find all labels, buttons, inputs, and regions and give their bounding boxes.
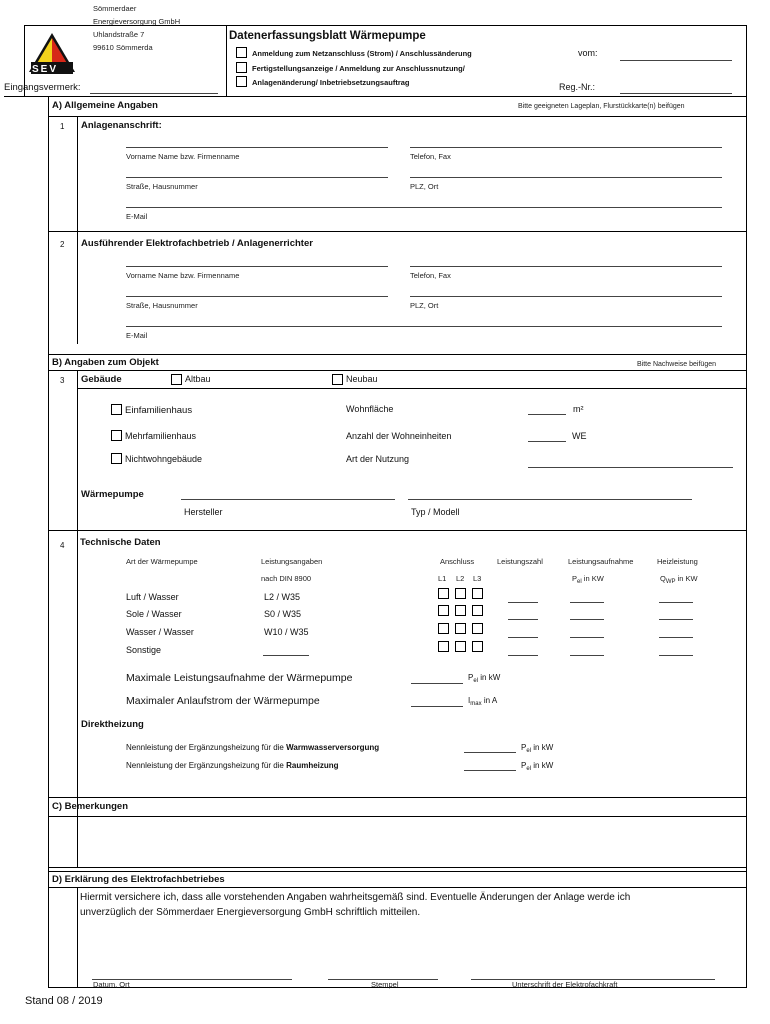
direct-unit: in kW <box>533 743 554 752</box>
installer-email-field[interactable] <box>126 326 722 327</box>
remarks-area[interactable] <box>78 817 746 867</box>
col-connection: Anschluss <box>440 557 475 566</box>
direct-heating-title: Direktheizung <box>81 719 144 730</box>
email-label: E-Mail <box>126 212 148 221</box>
installer-street-field[interactable] <box>126 296 388 297</box>
option-label: Anmeldung zum Netzanschluss (Strom) / Anschlussänderung <box>252 49 472 58</box>
l3-checkbox[interactable] <box>472 623 483 634</box>
logo-text: SEV <box>32 64 59 75</box>
l3-checkbox[interactable] <box>472 641 483 652</box>
direct-ww-label <box>126 742 379 753</box>
frame-left <box>24 25 25 96</box>
phone-label: Telefon, Fax <box>410 152 451 161</box>
usage-label: Art der Nutzung <box>346 454 410 464</box>
section-d-title: D) Erklärung des Elektrofachbetriebes <box>52 874 225 885</box>
company-line: Energieversorgung GmbH <box>93 17 181 26</box>
area-label: Wohnfläche <box>346 404 394 414</box>
signature-label: Unterschrift der Elektrofachkraft <box>512 980 618 989</box>
direct-subscript: el <box>526 748 532 754</box>
zip-field[interactable] <box>410 177 722 178</box>
name-label: Vorname Name bzw. Firmenname <box>126 152 240 161</box>
heat-field[interactable] <box>659 602 693 603</box>
intake-unit: in KW <box>583 574 604 583</box>
direct-heat-label <box>126 760 339 771</box>
intake-field[interactable] <box>570 619 604 620</box>
intake-label: Eingangsvermerk: <box>4 82 81 93</box>
option-checkbox-modification[interactable] <box>236 76 247 87</box>
manufacturer-field[interactable] <box>181 499 395 500</box>
house-type-label: Nichtwohngebäude <box>125 454 203 464</box>
units-label: Anzahl der Wohneinheiten <box>346 431 452 441</box>
row-number: 1 <box>60 122 65 131</box>
company-line: 99610 Sömmerda <box>93 43 153 52</box>
max-current-label: Maximaler Anlaufstrom der Wärmepumpe <box>126 695 320 707</box>
usage-field[interactable] <box>528 467 733 468</box>
heat-field[interactable] <box>659 619 693 620</box>
street-label: Straße, Hausnummer <box>126 301 198 310</box>
col-power-sub: nach DIN 8900 <box>261 574 312 583</box>
option-label: Anlagenänderung/ Inbetriebsetzungsauftrag <box>252 78 410 87</box>
max-power-field[interactable] <box>411 683 463 684</box>
direct-ww-text: Nennleistung der Ergänzungsheizung für die <box>126 743 287 752</box>
direct-ww-unit <box>521 742 553 755</box>
zip-label: PLZ, Ort <box>410 301 439 310</box>
statement-line: Hiermit versichere ich, dass alle vorstehenden Angaben wahrheitsgemäß sind. Eventuelle Änderungen der Anlage werde ich <box>80 892 631 903</box>
l1-checkbox[interactable] <box>438 605 449 616</box>
installer-zip-field[interactable] <box>410 296 722 297</box>
version-label: Stand 08 / 2019 <box>25 995 103 1007</box>
phase-l2: L2 <box>456 574 465 583</box>
section-b-hint: Bitte Nachweise beifügen <box>637 361 716 368</box>
stamp-label: Stempel <box>371 980 399 989</box>
l1-checkbox[interactable] <box>438 588 449 599</box>
name-field[interactable] <box>126 147 388 148</box>
frame-inner-left <box>48 96 49 988</box>
heat-symbol: Q <box>660 574 666 583</box>
phase-l3: L3 <box>473 574 482 583</box>
single-family-checkbox[interactable] <box>111 404 122 415</box>
area-field[interactable] <box>528 414 566 415</box>
current-symbol: I <box>468 696 471 705</box>
row-number: 2 <box>60 240 65 249</box>
street-field[interactable] <box>126 177 388 178</box>
pump-type-name: Sonstige <box>126 645 162 655</box>
model-field[interactable] <box>408 499 692 500</box>
section-b-title: B) Angaben zum Objekt <box>52 357 159 368</box>
company-line: Uhlandstraße 7 <box>93 30 145 39</box>
email-field[interactable] <box>126 207 722 208</box>
date-field[interactable] <box>620 60 732 61</box>
form-title: Datenerfassungsblatt Wärmepumpe <box>229 30 426 42</box>
intake-field[interactable] <box>90 93 218 94</box>
max-current-field[interactable] <box>411 706 463 707</box>
direct-symbol: P <box>521 761 527 770</box>
power-symbol: P <box>468 673 474 682</box>
intake-field[interactable] <box>570 602 604 603</box>
row-number: 3 <box>60 376 65 385</box>
reg-number-field[interactable] <box>620 93 732 94</box>
phase-l1: L1 <box>438 574 447 583</box>
units-unit: WE <box>572 431 587 441</box>
cop-field[interactable] <box>508 619 538 620</box>
neubau-label: Neubau <box>346 374 378 384</box>
name-label: Vorname Name bzw. Firmenname <box>126 271 240 280</box>
row-line <box>78 388 747 389</box>
max-power-unit <box>468 672 500 685</box>
direct-ww-field[interactable] <box>464 752 516 753</box>
pump-type-name: Sole / Wasser <box>126 609 182 619</box>
pump-type-name: Wasser / Wasser <box>126 627 194 637</box>
l3-checkbox[interactable] <box>472 605 483 616</box>
option-checkbox-grid-connection[interactable] <box>236 47 247 58</box>
l1-checkbox[interactable] <box>438 641 449 652</box>
heat-field[interactable] <box>659 655 693 656</box>
building-label: Gebäude <box>81 374 122 385</box>
col-type: Art der Wärmepumpe <box>126 557 198 566</box>
section-a-title: A) Allgemeine Angaben <box>52 100 158 111</box>
col-intake: Leistungsaufnahme <box>568 557 634 566</box>
option-label: Fertigstellungsanzeige / Anmeldung zur Anschlussnutzung/ <box>252 64 465 73</box>
intake-field[interactable] <box>570 637 604 638</box>
pump-type-spec: S0 / W35 <box>264 609 302 619</box>
neubau-checkbox[interactable] <box>332 374 343 385</box>
heat-unit: in KW <box>677 574 698 583</box>
frame-right <box>746 25 747 988</box>
direct-heat-bold: Raumheizung <box>286 761 339 770</box>
altbau-checkbox[interactable] <box>171 374 182 385</box>
frame-line <box>4 96 747 97</box>
company-line: Sömmerdaer <box>93 4 137 13</box>
pump-type-spec: L2 / W35 <box>264 592 301 602</box>
section-a-hint: Bitte geeigneten Lageplan, Flurstückkarte(n) beifügen <box>518 103 685 110</box>
other-spec-field[interactable] <box>263 655 309 656</box>
date-label: vom: <box>578 48 598 58</box>
power-subscript: el <box>473 678 479 684</box>
pump-type-spec: W10 / W35 <box>264 627 309 637</box>
section-line <box>48 354 747 355</box>
row-line <box>48 231 747 232</box>
tech-title: Technische Daten <box>80 537 161 548</box>
area-unit: m² <box>573 404 584 414</box>
row-title: Anlagenanschrift: <box>81 120 162 131</box>
statement-line: unverzüglich der Sömmerdaer Energieversorgung GmbH schriftlich mitteilen. <box>80 907 421 918</box>
l2-checkbox[interactable] <box>455 588 466 599</box>
option-checkbox-completion[interactable] <box>236 62 247 73</box>
col-intake-unit <box>572 573 604 586</box>
num-col-divider <box>77 371 78 867</box>
l2-checkbox[interactable] <box>455 623 466 634</box>
power-unit: in kW <box>480 673 501 682</box>
row-title: Ausführender Elektrofachbetrieb / Anlagenerrichter <box>81 238 313 249</box>
installer-phone-field[interactable] <box>410 266 722 267</box>
col-heat: Heizleistung <box>657 557 698 566</box>
col-heat-unit <box>660 573 698 586</box>
num-col-divider <box>77 888 78 988</box>
altbau-label: Altbau <box>185 374 211 384</box>
section-line <box>48 370 747 371</box>
section-line <box>48 887 747 888</box>
units-field[interactable] <box>528 441 566 442</box>
direct-ww-bold: Warmwasserversorgung <box>286 743 380 752</box>
heatpump-label: Wärmepumpe <box>81 489 144 500</box>
model-label: Typ / Modell <box>411 507 460 517</box>
max-power-label: Maximale Leistungsaufnahme der Wärmepumpe <box>126 672 353 684</box>
section-line <box>48 797 747 798</box>
house-type-label: Einfamilienhaus <box>125 405 193 416</box>
cop-field[interactable] <box>508 655 538 656</box>
email-label: E-Mail <box>126 331 148 340</box>
section-c-title: C) Bemerkungen <box>52 801 129 812</box>
direct-unit: in kW <box>533 761 554 770</box>
section-line <box>48 116 747 117</box>
zip-label: PLZ, Ort <box>410 182 439 191</box>
phone-label: Telefon, Fax <box>410 271 451 280</box>
direct-subscript: el <box>526 766 532 772</box>
direct-heat-unit <box>521 760 553 773</box>
cop-field[interactable] <box>508 637 538 638</box>
direct-symbol: P <box>521 743 527 752</box>
frame-top <box>24 25 747 26</box>
current-unit: in A <box>483 696 498 705</box>
reg-label: Reg.-Nr.: <box>559 82 596 92</box>
l3-checkbox[interactable] <box>472 588 483 599</box>
intake-symbol: P <box>572 574 578 583</box>
cop-field[interactable] <box>508 602 538 603</box>
pump-type-name: Luft / Wasser <box>126 592 179 602</box>
header-divider <box>226 26 227 96</box>
row-line <box>48 530 747 531</box>
l2-checkbox[interactable] <box>455 605 466 616</box>
heat-subscript: WP <box>665 579 676 585</box>
non-residential-checkbox[interactable] <box>111 453 122 464</box>
row-number: 4 <box>60 541 65 550</box>
direct-heat-field[interactable] <box>464 770 516 771</box>
col-power: Leistungsangaben <box>261 557 323 566</box>
intake-field[interactable] <box>570 655 604 656</box>
max-current-unit <box>468 695 497 708</box>
installer-name-field[interactable] <box>126 266 388 267</box>
house-type-label: Mehrfamilienhaus <box>125 431 197 441</box>
date-place-label: Datum, Ort <box>93 980 130 989</box>
section-line <box>48 867 747 868</box>
intake-subscript: el <box>577 579 582 585</box>
col-cop: Leistungszahl <box>497 557 543 566</box>
multi-family-checkbox[interactable] <box>111 430 122 441</box>
current-subscript: max <box>470 701 482 707</box>
direct-heat-text: Nennleistung der Ergänzungsheizung für die <box>126 761 287 770</box>
l1-checkbox[interactable] <box>438 623 449 634</box>
heat-field[interactable] <box>659 637 693 638</box>
phone-field[interactable] <box>410 147 722 148</box>
manufacturer-label: Hersteller <box>184 507 223 517</box>
l2-checkbox[interactable] <box>455 641 466 652</box>
section-line <box>48 871 747 872</box>
street-label: Straße, Hausnummer <box>126 182 198 191</box>
